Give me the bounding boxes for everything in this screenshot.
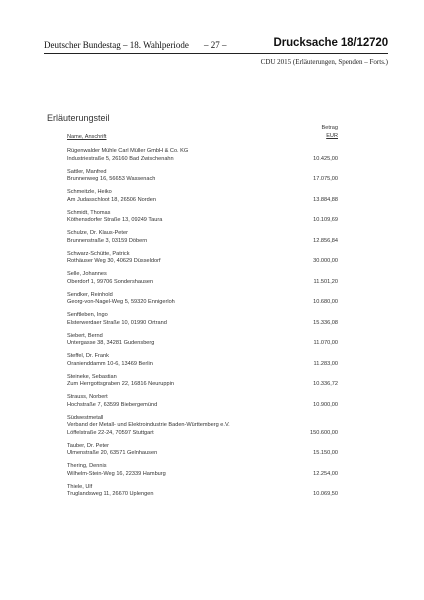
page-number: – 27 – xyxy=(204,40,227,50)
list-item xyxy=(0,353,424,374)
list-item xyxy=(0,169,424,190)
donor-name: Schmeitzle, Heiko xyxy=(67,189,112,195)
donor-name: Südwestmetall xyxy=(67,414,104,421)
list-item xyxy=(0,148,424,169)
list-item xyxy=(0,394,424,415)
donor-address: Georg-von-Nagel-Weg 5, 59320 Ennigerloh xyxy=(67,299,175,306)
donor-address: Wilhelm-Stein-Weg 16, 22339 Hamburg xyxy=(67,470,166,477)
donor-name: Strauss, Norbert xyxy=(67,394,108,400)
header-rule xyxy=(44,53,388,54)
donor-address: Oranienddamm 10-6, 13469 Berlin xyxy=(67,360,153,367)
donor-address: Zum Herrgottsgraben 22, 16816 Neuruppin xyxy=(67,381,174,388)
donation-amount: 10.109,69 xyxy=(313,217,338,224)
donor-name-detail: Verband der Metall- und Elektroindustrie Baden-Württemberg e.V. xyxy=(67,422,230,429)
donation-amount: 10.900,00 xyxy=(313,401,338,408)
donor-name: Steffel, Dr. Frank xyxy=(67,353,109,359)
donation-amount: 11.070,00 xyxy=(313,340,338,347)
donor-name: Rügenwalder Mühle Carl Müller GmbH & Co. KG xyxy=(67,148,189,154)
donor-name: Schmidt, Thomas xyxy=(67,209,111,216)
donation-amount: 10.425,00 xyxy=(313,155,338,162)
donor-address: Rothäuser Weg 30, 40629 Düsseldorf xyxy=(67,258,161,265)
donor-address: Am Judasschloot 18, 26506 Norden xyxy=(67,196,156,203)
header-subtitle: CDU 2015 (Erläuterungen, Spenden – Forts.) xyxy=(260,58,388,66)
header-left: Deutscher Bundestag – 18. Wahlperiode xyxy=(44,40,189,50)
column-header-amount-label: Betrag xyxy=(321,125,338,131)
list-item xyxy=(0,374,424,395)
donation-amount: 30.000,00 xyxy=(313,258,338,265)
donation-list xyxy=(0,148,424,504)
donor-address: Ulmenstraße 20, 63571 Gelnhausen xyxy=(67,450,158,457)
list-item xyxy=(0,463,424,484)
donor-address: Truglandsweg 11, 26670 Uplengen xyxy=(67,491,154,498)
list-item xyxy=(0,292,424,313)
donor-name: Tauber, Dr. Peter xyxy=(67,442,109,449)
column-header-amount xyxy=(322,125,338,140)
list-item xyxy=(0,484,424,505)
list-item xyxy=(0,312,424,333)
list-item xyxy=(0,189,424,210)
list-item xyxy=(0,415,424,443)
list-item xyxy=(0,443,424,464)
donation-amount: 11.501,20 xyxy=(313,278,338,285)
donation-amount: 13.884,88 xyxy=(313,196,338,203)
donor-name: Thiele, Ulf xyxy=(67,483,93,490)
donation-amount: 10.680,00 xyxy=(313,299,338,306)
list-item xyxy=(0,210,424,231)
donation-amount: 17.075,00 xyxy=(313,176,338,183)
donation-amount: 10.336,72 xyxy=(313,381,338,388)
document-number: Drucksache 18/12720 xyxy=(273,37,388,49)
donation-amount: 10.069,50 xyxy=(313,491,338,498)
donor-name: Schulze, Dr. Klaus-Peter xyxy=(67,230,128,236)
donor-address: Untergasse 38, 34281 Gudensberg xyxy=(67,340,155,347)
section-title: Erläuterungsteil xyxy=(47,113,110,123)
donor-name: Steineke, Sebastian xyxy=(67,373,117,380)
donor-name: Senftleben, Ingo xyxy=(67,312,108,318)
donor-name: Sattler, Manfred xyxy=(67,168,107,175)
donor-address: Brunnenstraße 3, 03159 Döbern xyxy=(67,237,148,244)
list-item xyxy=(0,251,424,272)
donor-address: Köthensdorfer Straße 13, 09249 Taura xyxy=(67,217,163,224)
list-item xyxy=(0,333,424,354)
donor-name: Siebert, Bernd xyxy=(67,332,103,339)
donor-address: Oberdorf 1, 99706 Sondershausen xyxy=(67,278,154,285)
donor-address: Brunnenweg 16, 56653 Wassenach xyxy=(67,176,156,183)
column-header-currency: EUR xyxy=(326,132,338,139)
donation-amount: 11.283,00 xyxy=(313,360,338,367)
donation-amount: 15.336,08 xyxy=(313,319,338,326)
donor-name: Thering, Dennis xyxy=(67,463,107,469)
list-item xyxy=(0,230,424,251)
donation-amount: 12.254,00 xyxy=(313,470,338,477)
donation-amount: 150.600,00 xyxy=(310,429,338,436)
donor-address: Elsterwerdaer Straße 10, 01990 Ortrand xyxy=(67,319,167,326)
donor-address: Löffelstraße 22-24, 70597 Stuttgart xyxy=(67,429,154,436)
list-item xyxy=(0,271,424,292)
column-header-name: Name, Anschrift xyxy=(67,134,107,140)
donor-address: Industriestraße 5, 26160 Bad Zwischenahn xyxy=(67,155,174,162)
donor-name: Sendker, Reinhold xyxy=(67,291,113,298)
donation-amount: 15.150,00 xyxy=(313,450,338,457)
donor-name: Schwarz-Schütte, Patrick xyxy=(67,250,130,257)
donor-address: Hochstraße 7, 63599 Biebergemünd xyxy=(67,401,158,408)
donation-amount: 12.856,84 xyxy=(313,237,338,244)
donor-name: Selle, Johannes xyxy=(67,271,107,277)
